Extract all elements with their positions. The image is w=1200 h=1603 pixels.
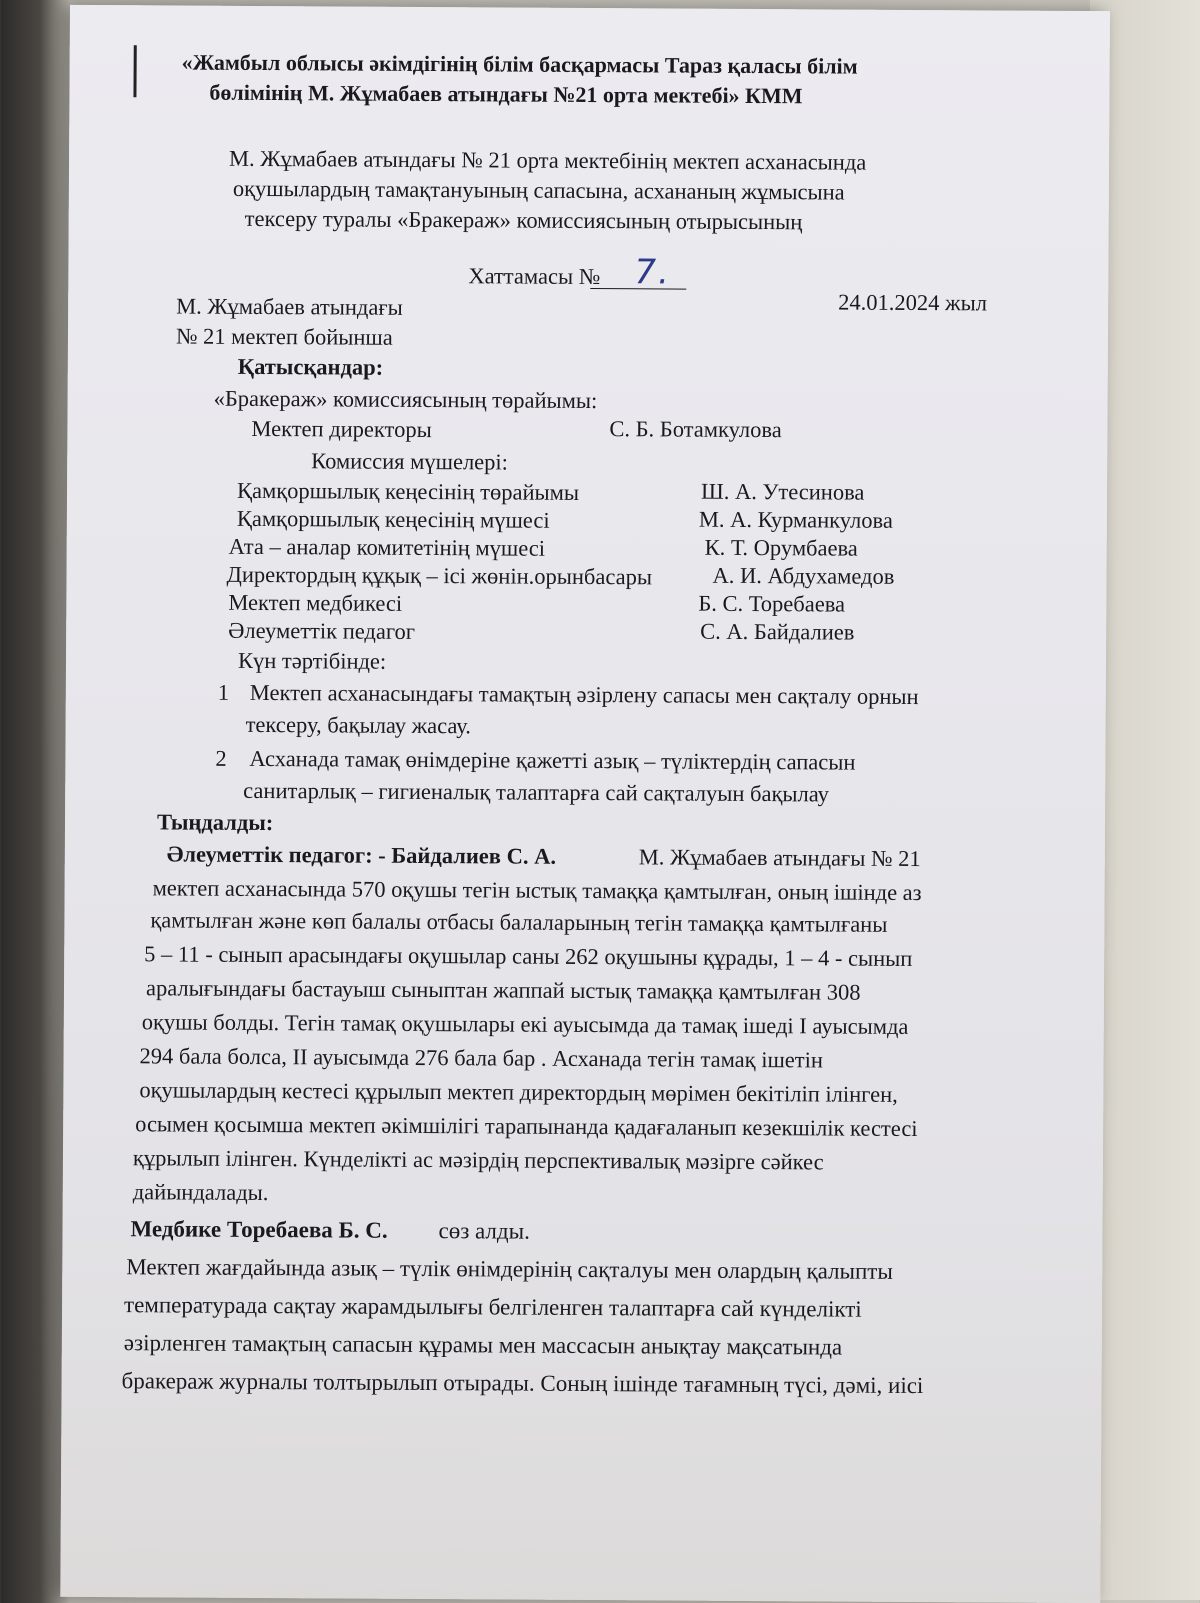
agenda-item-number: 2 <box>215 745 227 771</box>
speaker-1-line: мектеп асханасында 570 оқушы тегін ыстық тамаққа қамтылған, оның ішінде аз <box>152 875 922 906</box>
subject-line-2: оқушылардың тамақтануының сапасына, асхананың жұмысына <box>232 175 845 205</box>
speaker-1-line: осымен қосымша мектеп әкімшілігі тарапынанда қадағаланып кезекшілік кестесі <box>135 1111 918 1142</box>
speaker-2-line: әзірленген тамақтың сапасын құрамы мен массасын анықтау мақсатында <box>123 1330 843 1360</box>
protocol-label: Хаттамасы № <box>468 263 601 290</box>
margin-pen-mark <box>133 45 136 97</box>
subject-line-1: М. Жұмабаев атындағы № 21 орта мектебінің мектеп асханасында <box>228 145 867 175</box>
org-header-line-2: бөлімінің М. Жұмабаев атындағы №21 орта мектебі» КММ <box>209 79 803 109</box>
member-role: Қамқоршылық кеңесінің мүшесі <box>236 505 550 533</box>
member-role: Әлеуметтік педагог <box>228 617 416 644</box>
chair-name: С. Б. Ботамкулова <box>609 416 782 443</box>
speaker-1-line: М. Жұмабаев атындағы № 21 <box>638 844 921 872</box>
member-name: М. А. Курманкулова <box>698 506 893 533</box>
place-line-1: М. Жұмабаев атындағы <box>176 293 403 320</box>
speaker-1-line: дайындалады. <box>132 1179 269 1206</box>
agenda-item-line: Асханада тамақ өнімдеріне қажетті азық – түліктердің сапасын <box>249 745 856 775</box>
participants-heading: Қатысқандар: <box>237 353 384 380</box>
speaker-1-title: Әлеуметтік педагог: - Байдалиев С. А. <box>166 841 557 869</box>
member-name: Б. С. Торебаева <box>698 590 846 617</box>
speaker-2-line: температурада сақтау жарамдылығы белгіленген талаптарға сай күнделікті <box>123 1292 862 1322</box>
speaker-1-line: аралығындағы бастауыш сыныптан жаппай ыстық тамаққа қамтылған 308 <box>145 975 861 1005</box>
org-header-line-1: «Жамбыл облысы әкімдігінің білім басқармасы Тараз қаласы білім <box>181 49 858 79</box>
place-line-2: № 21 мектеп бойынша <box>175 323 393 350</box>
subject-line-3: тексеру туралы «Бракераж» комиссиясының отырысының <box>244 205 803 235</box>
agenda-item-line: санитарлық – гигиеналық талаптарға сай сақталуын бақылау <box>243 777 829 807</box>
document-date: 24.01.2024 жыл <box>838 289 988 316</box>
protocol-number-handwritten: 7. <box>634 252 671 293</box>
chair-role: Мектеп директоры <box>251 415 432 443</box>
speaker-1-line: оқушылардың кестесі құрылып мектеп директордың мөрімен бекітіліп ілінген, <box>139 1077 898 1107</box>
member-role: Ата – аналар комитетінің мүшесі <box>228 533 546 561</box>
speaker-2-intro: сөз алды. <box>438 1218 530 1244</box>
member-role: Қамқоршылық кеңесінің төрайымы <box>236 477 580 505</box>
document-page <box>60 5 1110 1603</box>
agenda-item-line: Мектеп асханасындағы тамақтың әзірлену сапасы мен сақталу орнын <box>249 679 919 710</box>
speaker-1-line: 5 – 11 - сынып арасындағы оқушылар саны 262 оқушыны құрады, 1 – 4 - сынып <box>144 941 913 971</box>
member-role: Директордың құқық – ісі жөнін.орынбасары <box>226 561 653 590</box>
chair-heading: «Бракераж» комиссиясының төрайымы: <box>213 385 598 414</box>
agenda-item-number: 1 <box>217 679 230 705</box>
speaker-2-title: Медбике Торебаева Б. С. <box>130 1216 388 1243</box>
speaker-2-line: Мектеп жағдайында азық – түлік өнімдерінің сақталуы мен олардың қалыпты <box>126 1254 893 1284</box>
speaker-1-line: қамтылған және көп балалы отбасы балаларының тегін тамаққа қамтылғаны <box>150 907 888 937</box>
agenda-heading: Күн тәртібінде: <box>237 647 387 674</box>
heard-heading: Тыңдалды: <box>156 809 274 836</box>
speaker-2-line: бракераж журналы толтырылып отырады. Соның ішінде тағамның түсі, дәмі, иісі <box>121 1368 924 1399</box>
member-name: К. Т. Орумбаева <box>704 534 858 561</box>
member-name: А. И. Абдухамедов <box>712 562 895 589</box>
speaker-1-line: 294 бала болса, ІІ ауысымда 276 бала бар . Асханада тегін тамақ ішетін <box>139 1043 824 1073</box>
member-name: Ш. А. Утесинова <box>700 478 865 505</box>
speaker-1-line: оқушы болды. Тегін тамақ оқушылары екі ауысымда да тамақ ішеді І ауысымда <box>141 1009 909 1039</box>
agenda-item-line: тексеру, бақылау жасау. <box>245 711 472 739</box>
member-name: С. А. Байдалиев <box>700 618 855 645</box>
member-role: Мектеп медбикесі <box>228 589 403 616</box>
speaker-1-line: құрылып ілінген. Күнделікті ас мәзірдің перспективалық мәзірге сәйкес <box>132 1145 824 1175</box>
members-heading: Комиссия мүшелері: <box>311 448 509 475</box>
